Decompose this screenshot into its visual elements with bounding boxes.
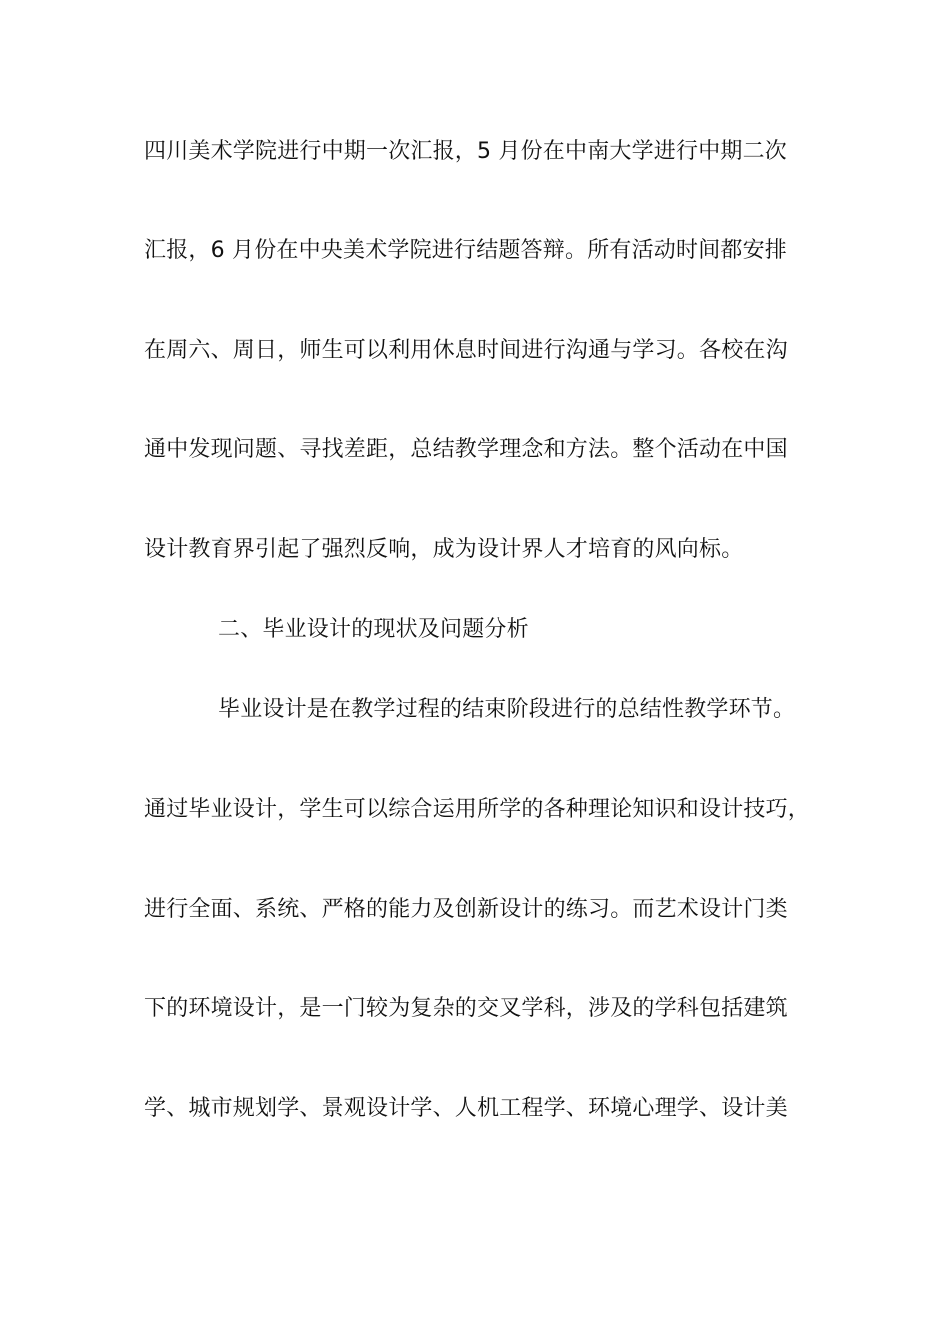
paragraph-line: 通过毕业设计，学生可以综合运用所学的各种理论知识和设计技巧， <box>144 797 811 822</box>
paragraph-line: 下的环境设计，是一门较为复杂的交叉学科，涉及的学科包括建筑 <box>144 996 788 1021</box>
paragraph-first-line: 毕业设计是在教学过程的结束阶段进行的总结性教学环节。 <box>218 697 796 722</box>
paragraph-line: 通中发现问题、寻找差距，总结教学理念和方法。整个活动在中国 <box>144 437 788 462</box>
paragraph-line: 四川美术学院进行中期一次汇报，5 月份在中南大学进行中期二次 <box>144 139 787 164</box>
paragraph-line: 设计教育界引起了强烈反响，成为设计界人才培育的风向标。 <box>144 537 744 562</box>
paragraph-line: 在周六、周日，师生可以利用休息时间进行沟通与学习。各校在沟 <box>144 338 788 363</box>
paragraph-line: 学、城市规划学、景观设计学、人机工程学、环境心理学、设计美 <box>144 1096 788 1121</box>
paragraph-line: 进行全面、系统、严格的能力及创新设计的练习。而艺术设计门类 <box>144 897 788 922</box>
section-heading: 二、毕业设计的现状及问题分析 <box>218 617 529 642</box>
paragraph-line: 汇报，6 月份在中央美术学院进行结题答辩。所有活动时间都安排 <box>144 238 787 263</box>
